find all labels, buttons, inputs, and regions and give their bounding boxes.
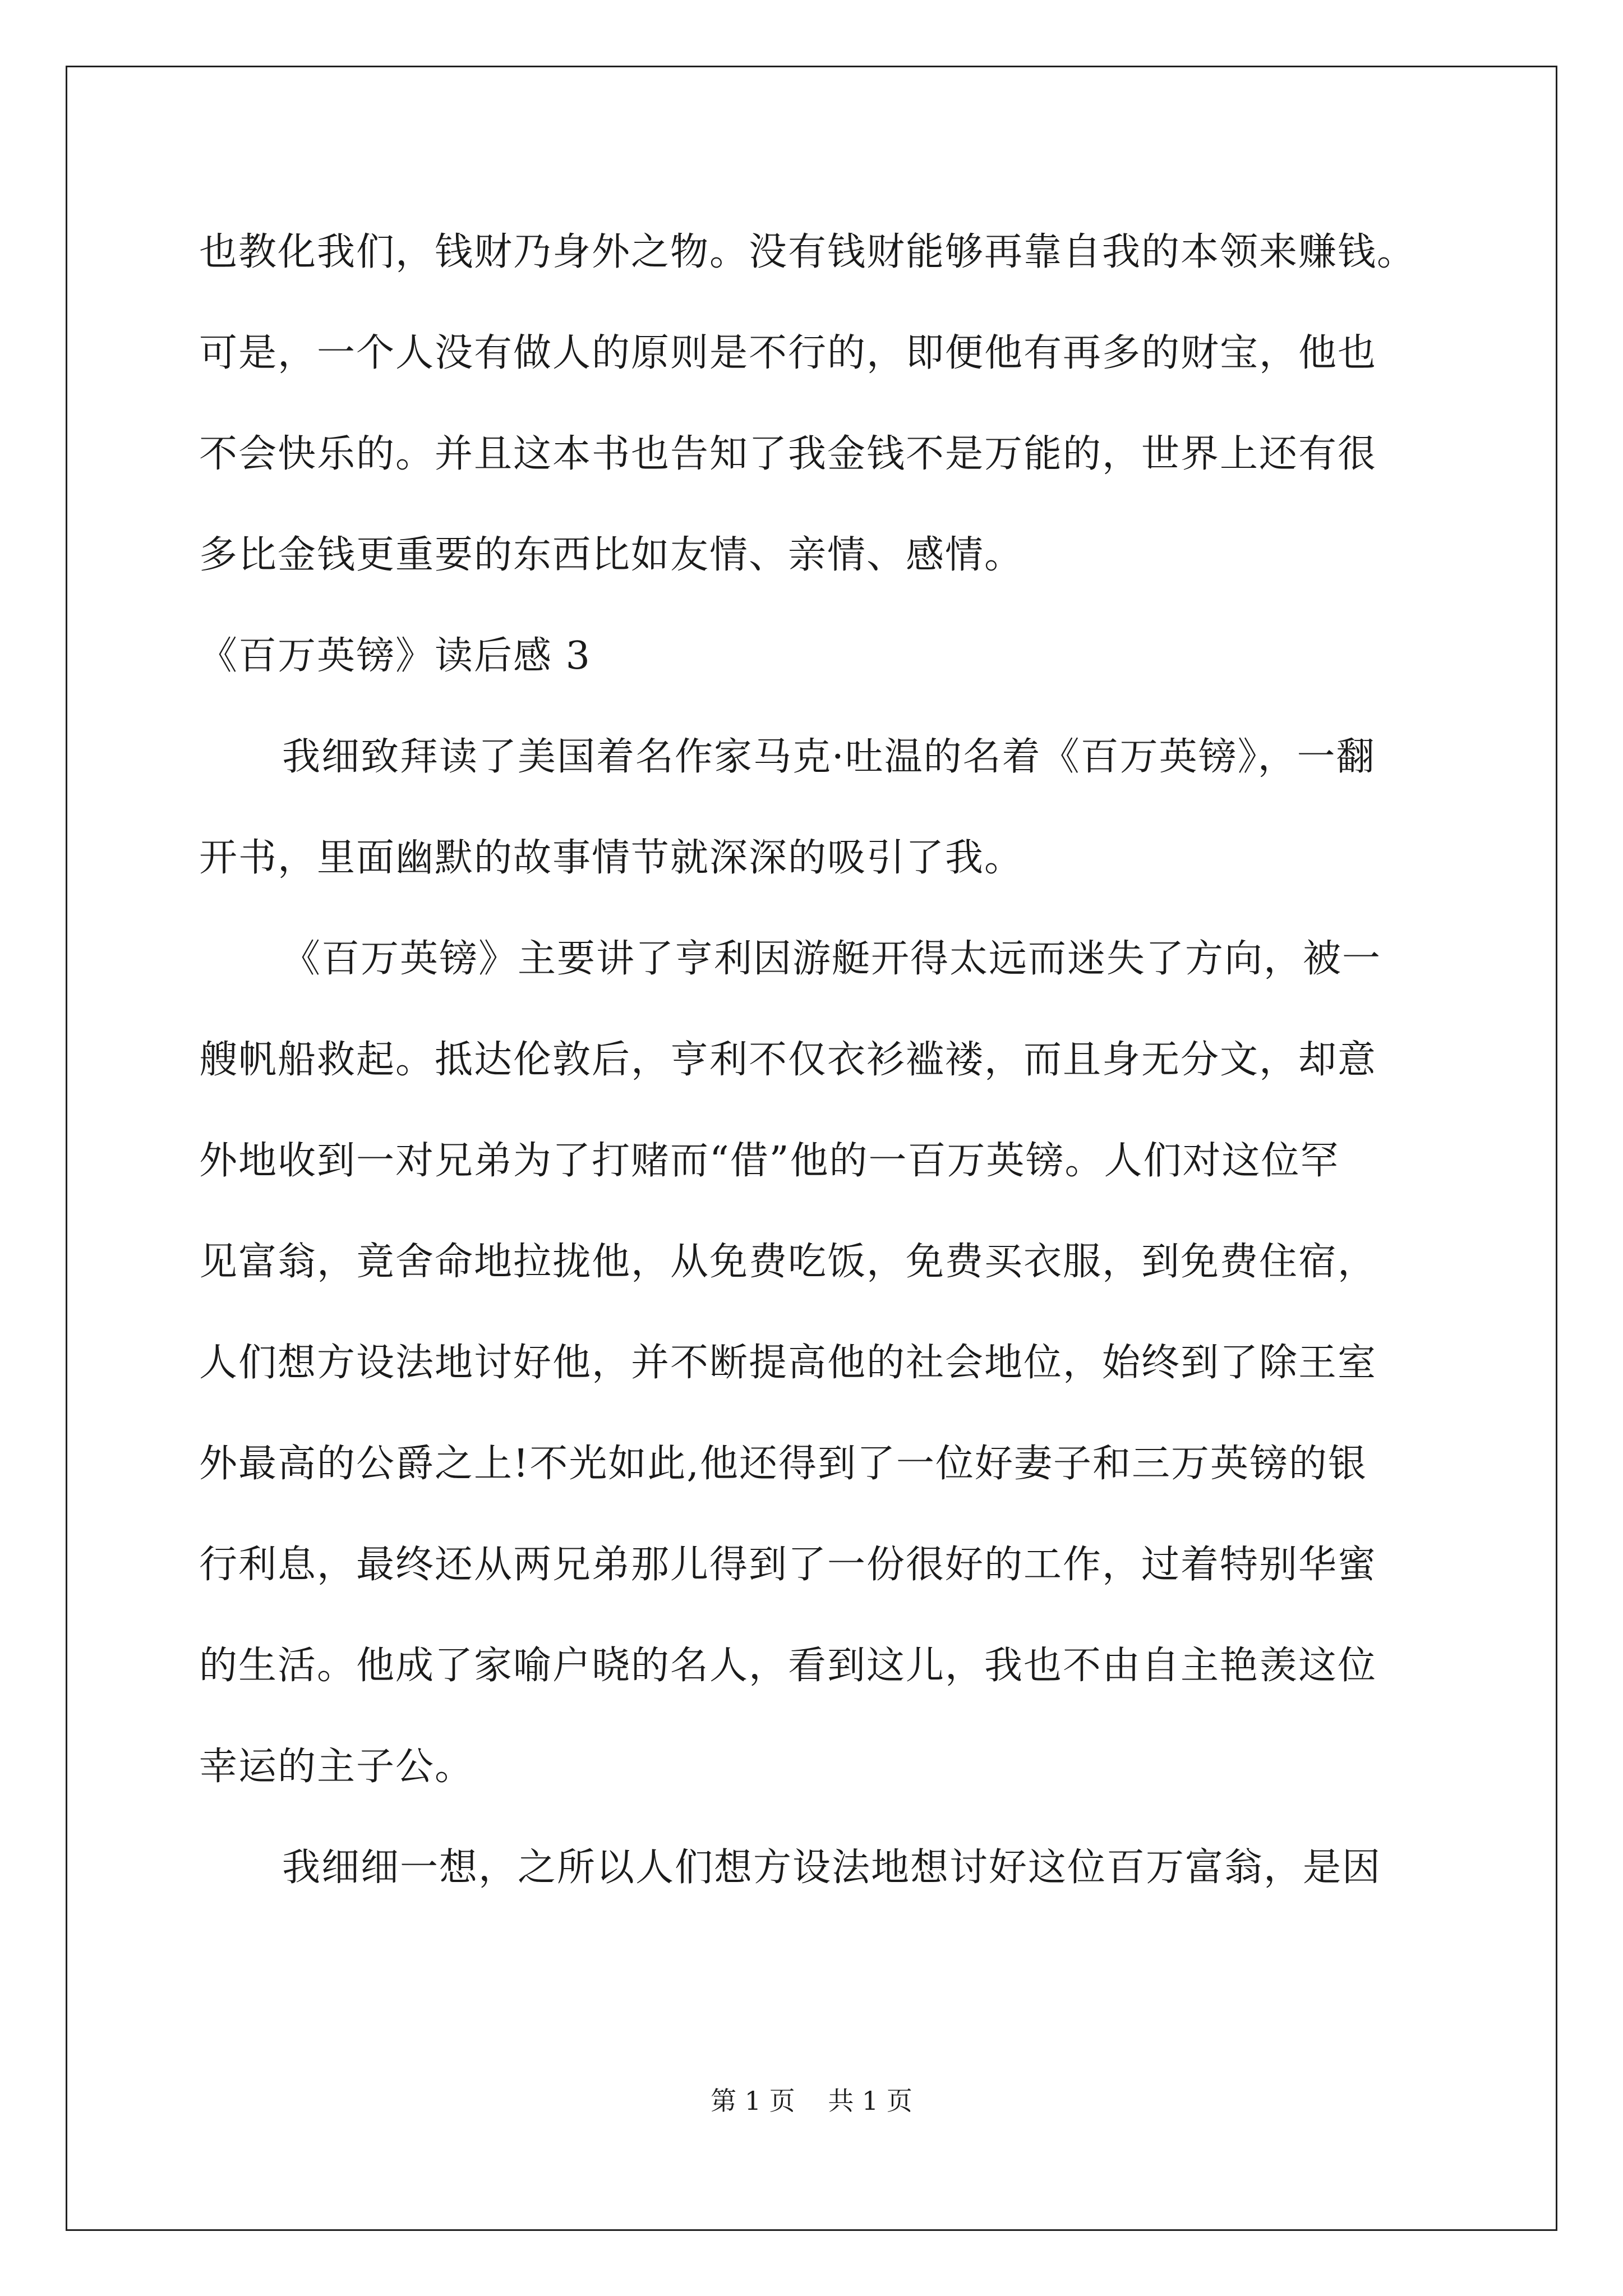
text-line: 也教化我们，钱财乃身外之物。没有钱财能够再靠自我的本领来赚钱。 bbox=[199, 230, 1417, 274]
text-line: 外地收到一对兄弟为了打赌而“借”他的一百万英镑。人们对这位罕 bbox=[199, 1139, 1340, 1183]
text-line: 可是，一个人没有做人的原则是不行的，即便他有再多的财宝，他也 bbox=[199, 331, 1377, 375]
text-line: 多比金钱更重要的东西比如友情、亲情、感情。 bbox=[199, 533, 1024, 577]
text-line: 我细细一想，之所以人们想方设法地想讨好这位百万富翁，是因 bbox=[282, 1846, 1382, 1890]
text-line: 人们想方设法地讨好他，并不断提高他的社会地位，始终到了除王室 bbox=[199, 1341, 1377, 1385]
document-body bbox=[199, 202, 1433, 1918]
text-line: 的生活。他成了家喻户晓的名人，看到这儿，我也不由自主艳羡这位 bbox=[199, 1644, 1377, 1688]
text-line: 我细致拜读了美国着名作家马克·吐温的名着《百万英镑》，一翻 bbox=[282, 735, 1376, 779]
text-line: 艘帆船救起。抵达伦敦后，亨利不仅衣衫褴褛，而且身无分文，却意 bbox=[199, 1038, 1377, 1082]
page-total: 共 1 页 bbox=[828, 2086, 912, 2116]
text-line: 外最高的公爵之上!不光如此,他还得到了一位好妻子和三万英镑的银 bbox=[199, 1442, 1367, 1486]
text-line: 见富翁，竟舍命地拉拢他，从免费吃饭，免费买衣服，到免费住宿， bbox=[199, 1240, 1377, 1284]
text-line: 不会快乐的。并且这本书也告知了我金钱不是万能的，世界上还有很 bbox=[199, 432, 1377, 476]
text-line: 幸运的主子公。 bbox=[199, 1745, 474, 1789]
page-number: 第 1 页 bbox=[711, 2086, 795, 2116]
text-line: 开书，里面幽默的故事情节就深深的吸引了我。 bbox=[199, 836, 1024, 880]
text-line: 行利息，最终还从两兄弟那儿得到了一份很好的工作，过着特别华蜜 bbox=[199, 1543, 1377, 1587]
page-footer bbox=[0, 2084, 1623, 2118]
text-line: 《百万英镑》主要讲了亨利因游艇开得太远而迷失了方向，被一 bbox=[282, 937, 1382, 981]
section-heading: 《百万英镑》读后感 3 bbox=[199, 634, 591, 678]
